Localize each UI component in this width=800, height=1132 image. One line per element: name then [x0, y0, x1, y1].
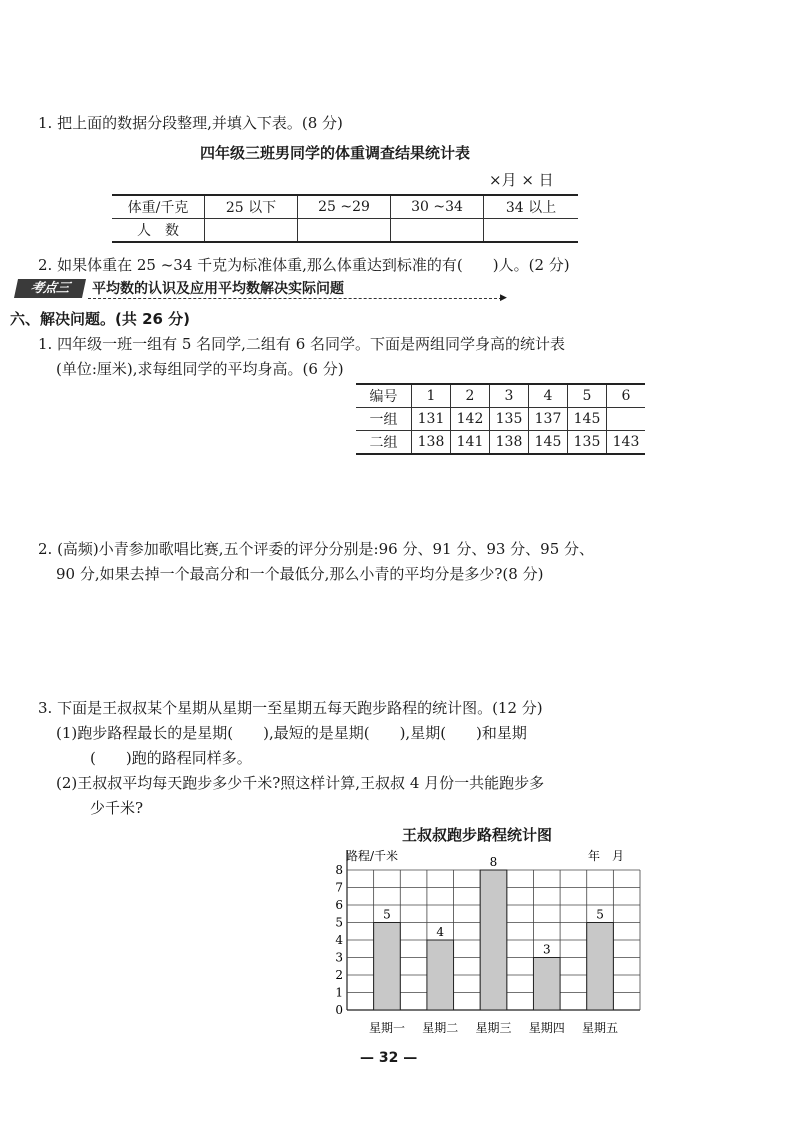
- table-cell: 137: [529, 408, 568, 431]
- height-table: [356, 383, 645, 455]
- table-cell: 135: [490, 408, 529, 431]
- table-row: [356, 431, 645, 455]
- table-row: [356, 408, 645, 431]
- bar-data-label: 5: [383, 907, 391, 922]
- weight-table-date: ×月 × 日: [489, 171, 554, 189]
- chart-date-label: 年 月: [588, 849, 625, 863]
- x-tick-label: 星期一: [368, 1021, 405, 1035]
- weight-table-title: 四年级三班男同学的体重调查结果统计表: [200, 144, 471, 162]
- question-1-text: 1. 把上面的数据分段整理,并填入下表。(8 分): [38, 114, 343, 132]
- table-cell: 6: [607, 384, 646, 408]
- table-cell: 141: [451, 431, 490, 455]
- problem-3-sub-1b: ( )跑的路程同样多。: [90, 749, 252, 767]
- table-cell: 145: [568, 408, 607, 431]
- table-cell: 2: [451, 384, 490, 408]
- table-cell: 138: [412, 431, 451, 455]
- question-2-text: 2. 如果体重在 25 ~34 千克为标准体重,那么体重达到标准的有( )人。(2 分): [38, 256, 570, 274]
- table-cell: 5: [568, 384, 607, 408]
- x-tick-label: 星期二: [422, 1021, 459, 1035]
- y-axis-label: 路程/千米: [346, 849, 399, 863]
- problem-1-line-1: 1. 四年级一班一组有 5 名同学,二组有 6 名同学。下面是两组同学身高的统计表: [38, 335, 566, 353]
- bar: [587, 923, 614, 1011]
- y-tick-label: 7: [335, 880, 343, 895]
- problem-3-sub-2b: 少千米?: [90, 799, 144, 817]
- table-cell: 138: [490, 431, 529, 455]
- table-row: [356, 384, 645, 408]
- table-cell: 30 ~34: [391, 195, 484, 219]
- bar-data-label: 3: [542, 942, 551, 957]
- banner-divider: [88, 298, 502, 299]
- bar-data-label: 5: [596, 907, 604, 922]
- y-tick-label: 2: [335, 968, 343, 982]
- running-distance-chart: [320, 844, 660, 1040]
- bar: [480, 870, 507, 1010]
- arrow-right-icon: ▶: [500, 293, 507, 303]
- section-6-heading: 六、解决问题。(共 26 分): [10, 310, 191, 328]
- section-banner-tag: 考点三: [14, 279, 86, 298]
- bar: [533, 958, 560, 1011]
- weight-table: [112, 194, 578, 243]
- table-cell: 人 数: [112, 219, 205, 243]
- table-cell: 145: [529, 431, 568, 455]
- problem-3-sub-1a: (1)跑步路程最长的是星期( ),最短的是星期( ),星期( )和星期: [56, 724, 527, 742]
- y-tick-label: 4: [335, 933, 343, 947]
- table-cell: 135: [568, 431, 607, 455]
- bar-data-label: 8: [489, 855, 498, 869]
- problem-3-sub-2a: (2)王叔叔平均每天跑步多少千米?照这样计算,王叔叔 4 月份一共能跑步多: [56, 774, 545, 792]
- bar: [427, 940, 454, 1010]
- problem-2-line-1: 2. (高频)小青参加歌唱比赛,五个评委的评分分别是:96 分、91 分、93 分、95 分、: [38, 540, 595, 558]
- y-tick-label: 5: [335, 915, 343, 930]
- answer-cell[interactable]: [298, 219, 391, 243]
- table-cell: 一组: [356, 408, 412, 431]
- answer-cell[interactable]: [484, 219, 579, 243]
- x-tick-label: 星期四: [528, 1021, 565, 1035]
- x-tick-label: 星期五: [582, 1021, 619, 1035]
- table-cell: 131: [412, 408, 451, 431]
- problem-1-line-2: (单位:厘米),求每组同学的平均身高。(6 分): [56, 360, 344, 378]
- section-banner-title: 平均数的认识及应用平均数解决实际问题: [92, 281, 344, 297]
- table-cell: 1: [412, 384, 451, 408]
- table-cell: 3: [490, 384, 529, 408]
- y-tick-label: 8: [335, 863, 343, 877]
- problem-2-line-2: 90 分,如果去掉一个最高分和一个最低分,那么小青的平均分是多少?(8 分): [56, 565, 544, 583]
- table-row: [112, 195, 578, 219]
- table-cell: 25 以下: [205, 195, 298, 219]
- table-cell: 4: [529, 384, 568, 408]
- x-tick-label: 星期三: [475, 1021, 512, 1035]
- y-tick-label: 1: [335, 985, 343, 1000]
- y-tick-label: 0: [335, 1003, 343, 1017]
- y-tick-label: 6: [335, 898, 343, 912]
- bar: [374, 923, 401, 1011]
- problem-3-line-1: 3. 下面是王叔叔某个星期从星期一至星期五每天跑步路程的统计图。(12 分): [38, 699, 543, 717]
- answer-cell[interactable]: [205, 219, 298, 243]
- table-cell: 体重/千克: [112, 195, 205, 219]
- table-cell: 34 以上: [484, 195, 579, 219]
- bar-data-label: 4: [436, 925, 445, 939]
- chart-title: 王叔叔跑步路程统计图: [402, 826, 553, 844]
- table-cell: 编号: [356, 384, 412, 408]
- table-cell: 25 ~29: [298, 195, 391, 219]
- page-number: — 32 —: [360, 1050, 418, 1066]
- answer-cell[interactable]: [391, 219, 484, 243]
- table-cell: 143: [607, 431, 646, 455]
- table-cell: 142: [451, 408, 490, 431]
- table-row: [112, 219, 578, 243]
- y-tick-label: 3: [335, 950, 343, 965]
- table-cell: [607, 408, 646, 431]
- table-cell: 二组: [356, 431, 412, 455]
